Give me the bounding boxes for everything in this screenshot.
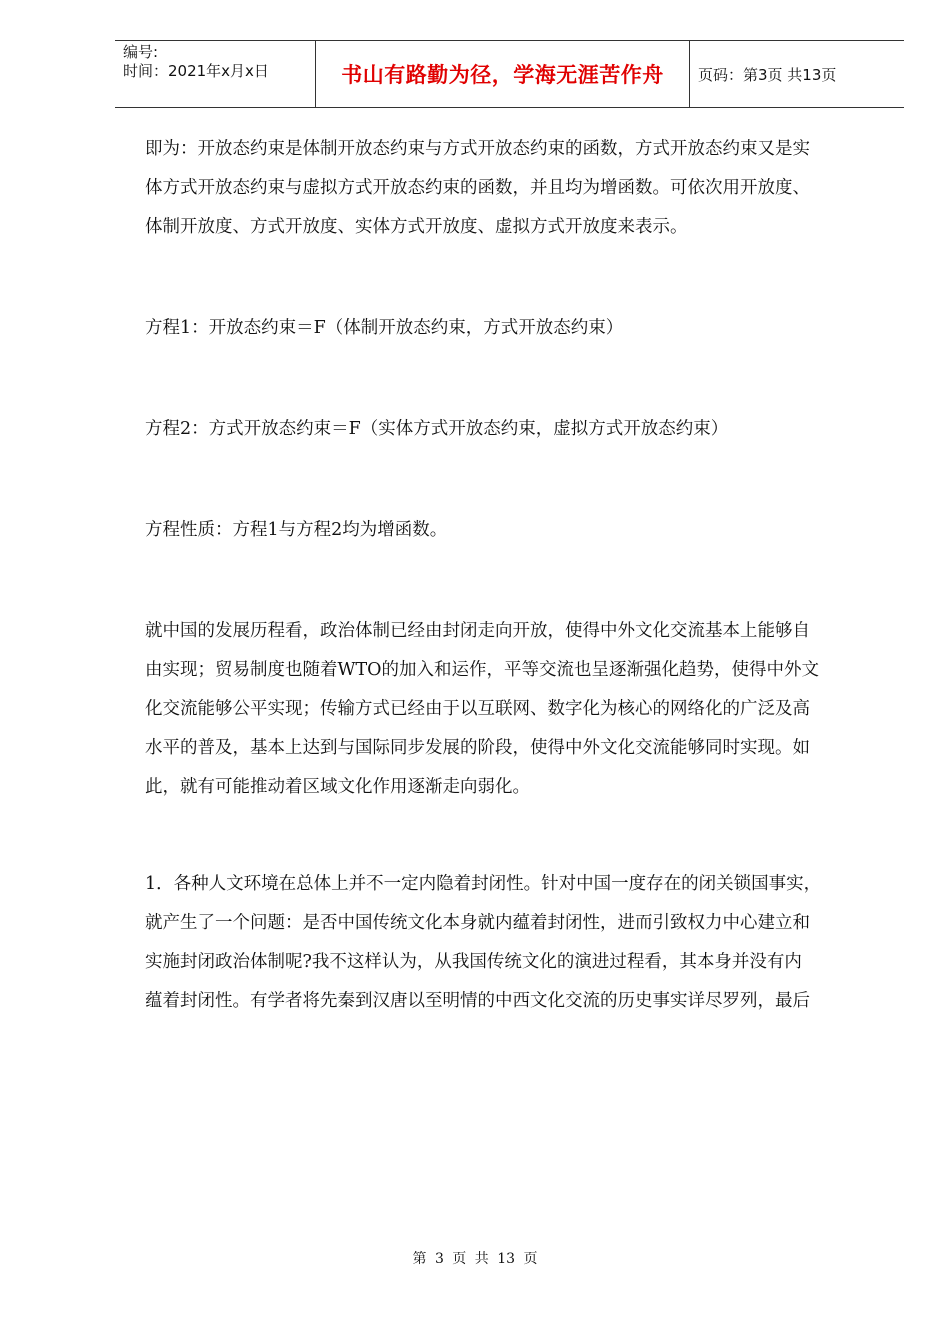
text-line: 由实现；贸易制度也随着WTO的加入和运作，平等交流也呈逐渐强化趋势，使得中外文 — [145, 660, 820, 680]
paragraph-point-1 — [145, 865, 877, 1021]
text-line: 体制开放度、方式开放度、实体方式开放度、虚拟方式开放度来表示。 — [145, 217, 688, 237]
header-meta-cell — [115, 41, 316, 107]
text-line: 实施封闭政治体制呢?我不这样认为，从我国传统文化的演进过程看，其本身并没有内 — [145, 952, 802, 972]
paragraph-intro — [145, 130, 877, 247]
equation-2: 方程2：方式开放态约束＝F（实体方式开放态约束，虚拟方式开放态约束） — [145, 419, 729, 439]
page-footer: 第 3 页 共 13 页 — [412, 1251, 538, 1267]
text-line: 此，就有可能推动着区域文化作用逐渐走向弱化。 — [145, 777, 530, 797]
text-line: 水平的普及，基本上达到与国际同步发展的阶段，使得中外文化交流能够同时实现。如 — [145, 738, 810, 758]
text-line: 化交流能够公平实现；传输方式已经由于以互联网、数字化为核心的网络化的广泛及高 — [145, 699, 810, 719]
header-motto: 书山有路勤为径，学海无涯苦作舟 — [316, 41, 690, 107]
equation-1: 方程1：开放态约束＝F（体制开放态约束，方式开放态约束） — [145, 318, 624, 338]
serial-number-label: 编号: — [123, 43, 159, 61]
header-page-info: 页码：第3页 共13页 — [698, 65, 837, 84]
document-body — [145, 130, 877, 1021]
text-line: 体方式开放态约束与虚拟方式开放态约束的函数，并且均为增函数。可依次用开放度、 — [145, 178, 810, 198]
text-line: 就中国的发展历程看，政治体制已经由封闭走向开放，使得中外文化交流基本上能够自 — [145, 621, 810, 641]
document-header — [115, 40, 904, 108]
text-line: 1．各种人文环境在总体上并不一定内隐着封闭性。针对中国一度存在的闭关锁国事实， — [145, 874, 822, 894]
text-line: 蕴着封闭性。有学者将先秦到汉唐以至明情的中西文化交流的历史事实详尽罗列，最后 — [145, 991, 810, 1011]
paragraph-china-development — [145, 612, 877, 807]
text-line: 就产生了一个问题：是否中国传统文化本身就内蕴着封闭性，进而引致权力中心建立和 — [145, 913, 810, 933]
date-label: 时间：2021年x月x日 — [123, 62, 269, 80]
equation-property: 方程性质：方程1与方程2均为增函数。 — [145, 520, 448, 540]
text-line: 即为：开放态约束是体制开放态约束与方式开放态约束的函数，方式开放态约束又是实 — [145, 139, 810, 159]
